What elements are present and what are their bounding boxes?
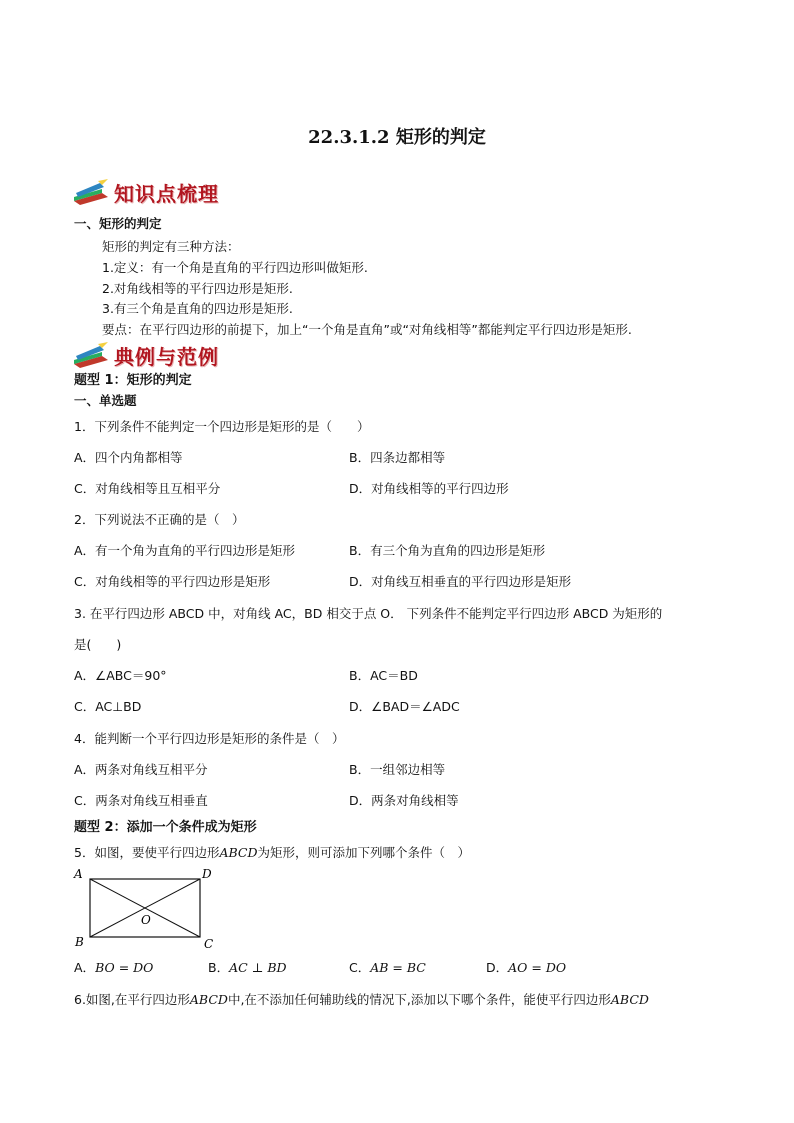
option-expression: AC ⊥ BD — [229, 960, 287, 975]
question-stem: 1．下列条件不能判定一个四边形是矩形的是（ ） — [74, 419, 370, 434]
option: B．有三个角为直角的四边形是矩形 — [349, 543, 546, 558]
book-pencil-icon — [72, 179, 110, 205]
question-stem — [74, 843, 470, 861]
stem-text: 6.如图,在平行四边形 — [74, 992, 190, 1007]
question-subheading: 一、单选题 — [74, 393, 137, 408]
banner-title: 知识点梳理 — [114, 181, 219, 206]
option: D．两条对角线相等 — [349, 793, 459, 808]
option — [486, 958, 566, 976]
option: B．四条边都相等 — [349, 450, 446, 465]
section-heading: 一、矩形的判定 — [74, 216, 162, 231]
question-stem: 3. 在平行四边形 ABCD 中，对角线 AC，BD 相交于点 O． 下列条件不能判定平行四边形 ABCD 为矩形的 — [74, 606, 663, 621]
list-item: 1.定义：有一个角是直角的平行四边形叫做矩形. — [102, 260, 368, 275]
section-intro: 矩形的判定有三种方法： — [102, 239, 240, 254]
page-title: 22.3.1.2 矩形的判定 — [308, 127, 486, 148]
option: C．对角线相等且互相平分 — [74, 481, 221, 496]
question-type-heading: 题型 2：添加一个条件成为矩形 — [74, 820, 257, 835]
stem-text: 中,在不添加任何辅助线的情况下,添加以下哪个条件，能使平行四边形 — [227, 992, 611, 1007]
list-item: 2.对角线相等的平行四边形是矩形. — [102, 281, 293, 296]
option: A．有一个角为直角的平行四边形是矩形 — [74, 543, 296, 558]
option: A．四个内角都相等 — [74, 450, 183, 465]
option-expression: AB = BC — [370, 960, 426, 975]
vertex-label-a: A — [74, 867, 83, 881]
option-letter: A． — [74, 960, 96, 975]
option-letter: B． — [208, 960, 230, 975]
option: D．∠BAD＝∠ADC — [349, 699, 460, 714]
option: A．∠ABC＝90° — [74, 668, 167, 683]
center-label-o: O — [141, 913, 151, 927]
stem-text: 5．如图，要使平行四边形 — [74, 845, 220, 860]
question-stem: 2．下列说法不正确的是（ ） — [74, 512, 245, 527]
option: C．对角线相等的平行四边形是矩形 — [74, 574, 271, 589]
question-stem-continued: 是( ) — [74, 637, 122, 652]
option-letter: D． — [486, 960, 509, 975]
math-variable: ABCD — [610, 992, 649, 1007]
option — [349, 958, 426, 976]
list-item: 3.有三个角是直角的四边形是矩形. — [102, 301, 293, 316]
question-type-heading: 题型 1：矩形的判定 — [74, 373, 192, 388]
option-letter: C． — [349, 960, 371, 975]
key-point-note: 要点：在平行四边形的前提下，加上“一个角是直角”或“对角线相等”都能判定平行四边形是矩形. — [102, 322, 632, 337]
question-stem — [74, 990, 649, 1008]
rectangle-diagram — [70, 864, 220, 954]
vertex-label-d: D — [202, 867, 212, 881]
book-pencil-icon — [72, 342, 110, 368]
option: B．AC＝BD — [349, 668, 418, 683]
examples-banner — [72, 340, 219, 370]
math-variable: ABCD — [219, 845, 258, 860]
vertex-label-c: C — [204, 937, 214, 951]
knowledge-banner — [72, 177, 219, 207]
option-expression: BO = DO — [95, 960, 154, 975]
banner-title: 典例与范例 — [114, 344, 219, 369]
option — [208, 958, 287, 976]
option: D．对角线相等的平行四边形 — [349, 481, 509, 496]
option: A．两条对角线互相平分 — [74, 762, 208, 777]
stem-text: 为矩形，则可添加下列哪个条件（ ） — [257, 845, 471, 860]
option: D．对角线互相垂直的平行四边形是矩形 — [349, 574, 572, 589]
question-stem: 4．能判断一个平行四边形是矩形的条件是（ ） — [74, 731, 345, 746]
option — [74, 958, 153, 976]
option-expression: AO = DO — [508, 960, 567, 975]
option: C．两条对角线互相垂直 — [74, 793, 208, 808]
vertex-label-b: B — [75, 935, 84, 949]
option: B．一组邻边相等 — [349, 762, 446, 777]
option: C．AC⊥BD — [74, 699, 142, 714]
math-variable: ABCD — [189, 992, 228, 1007]
